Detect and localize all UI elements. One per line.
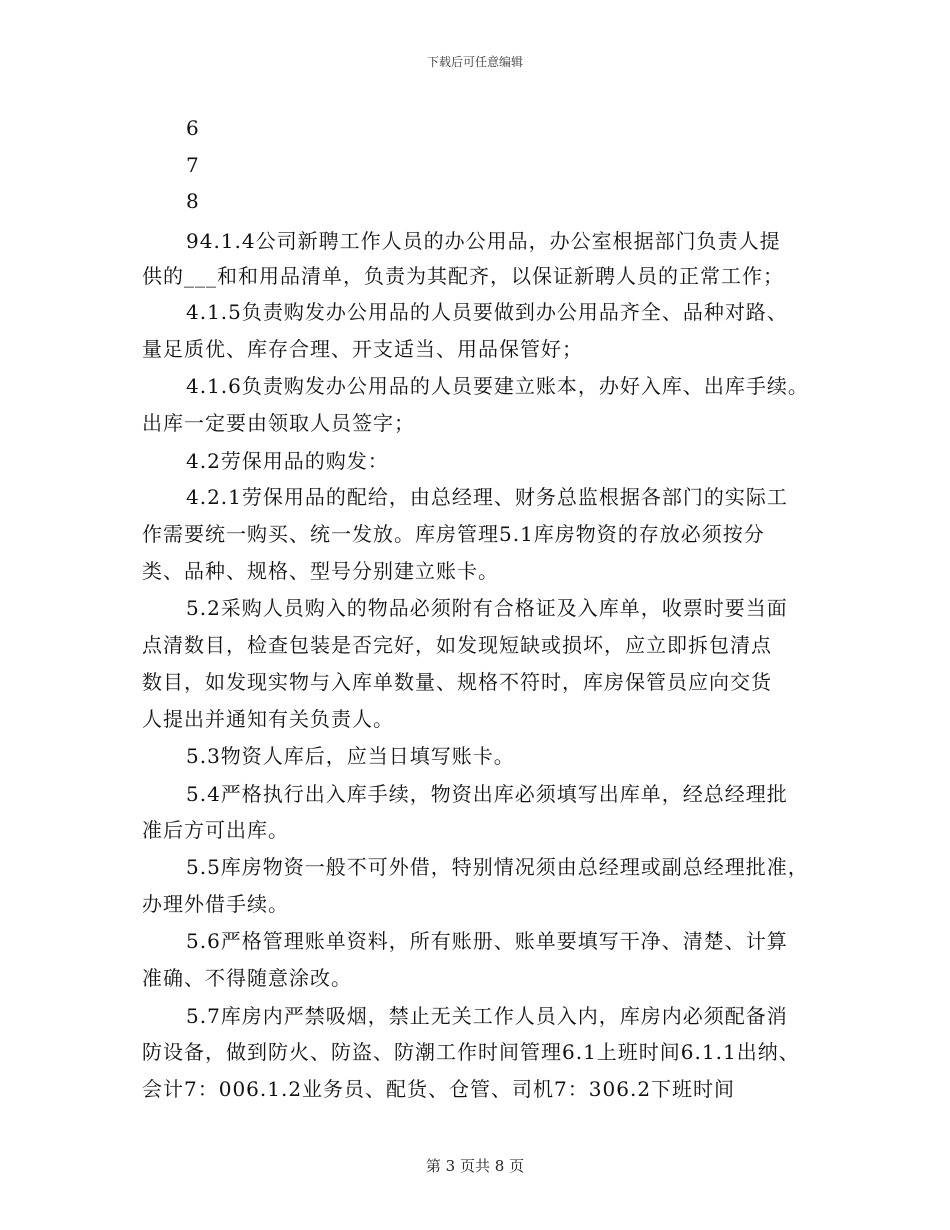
text-line: 点清数目，检查包装是否完好，如发现短缺或损坏，应立即拆包清点 (142, 633, 772, 657)
text-line: 办理外借手续。 (142, 892, 289, 916)
page-footer: 第 3 页共 8 页 (425, 1157, 525, 1175)
text-line: 数目，如发现实物与入库单数量、规格不符时，库房保管员应向交货 (142, 670, 772, 694)
text-line: 4.2劳保用品的购发： (186, 449, 389, 473)
text-line: 会计7：006.1.2业务员、配货、仓管、司机7：306.2下班时间 (142, 1077, 736, 1101)
text-line: 4.1.5负责购发办公用品的人员要做到办公用品齐全、品种对路、 (186, 300, 788, 324)
text-line: 5.7库房内严禁吸烟，禁止无关工作人员入内，库房内必须配备消 (186, 1004, 788, 1028)
text-line: 5.3物资人库后，应当日填写账卡。 (186, 744, 515, 768)
text-line: 5.4严格执行出入库手续，物资出库必须填写出库单，经总经理批 (186, 782, 788, 806)
text-line: 作需要统一购买、统一发放。库房管理5.1库房物资的存放必须按分 (142, 522, 765, 546)
text-line: 8 (186, 189, 200, 213)
text-line: 4.1.6负责购发办公用品的人员要建立账本，办好入库、出库手续。 (186, 374, 809, 398)
text-line: 6 (186, 116, 200, 140)
text-line: 94.1.4公司新聘工作人员的办公用品，办公室根据部门负责人提 (186, 229, 781, 253)
text-line: 供的___和和用品清单，负责为其配齐，以保证新聘人员的正常工作； (142, 264, 784, 288)
text-line: 5.6严格管理账单资料，所有账册、账单要填写干净、清楚、计算 (186, 929, 788, 953)
text-line: 出库一定要由领取人员签字； (142, 411, 415, 435)
text-line: 7 (186, 153, 200, 177)
text-line: 准后方可出库。 (142, 818, 289, 842)
text-line: 类、品种、规格、型号分别建立账卡。 (142, 559, 499, 583)
text-line: 准确、不得随意涂改。 (142, 966, 352, 990)
text-line: 量足质优、库存合理、开支适当、用品保管好； (142, 337, 583, 361)
text-line: 5.2采购人员购入的物品必须附有合格证及入库单，收票时要当面 (186, 596, 788, 620)
text-line: 人提出并通知有关负责人。 (142, 707, 394, 731)
text-line: 防设备，做到防火、防盗、防潮工作时间管理6.1上班时间6.1.1出纳、 (142, 1040, 800, 1064)
text-line: 4.2.1劳保用品的配给，由总经理、财务总监根据各部门的实际工 (186, 485, 788, 509)
text-line: 5.5库房物资一般不可外借，特别情况须由总经理或副总经理批准， (186, 855, 809, 879)
page-header: 下载后可任意编辑 (426, 55, 523, 69)
